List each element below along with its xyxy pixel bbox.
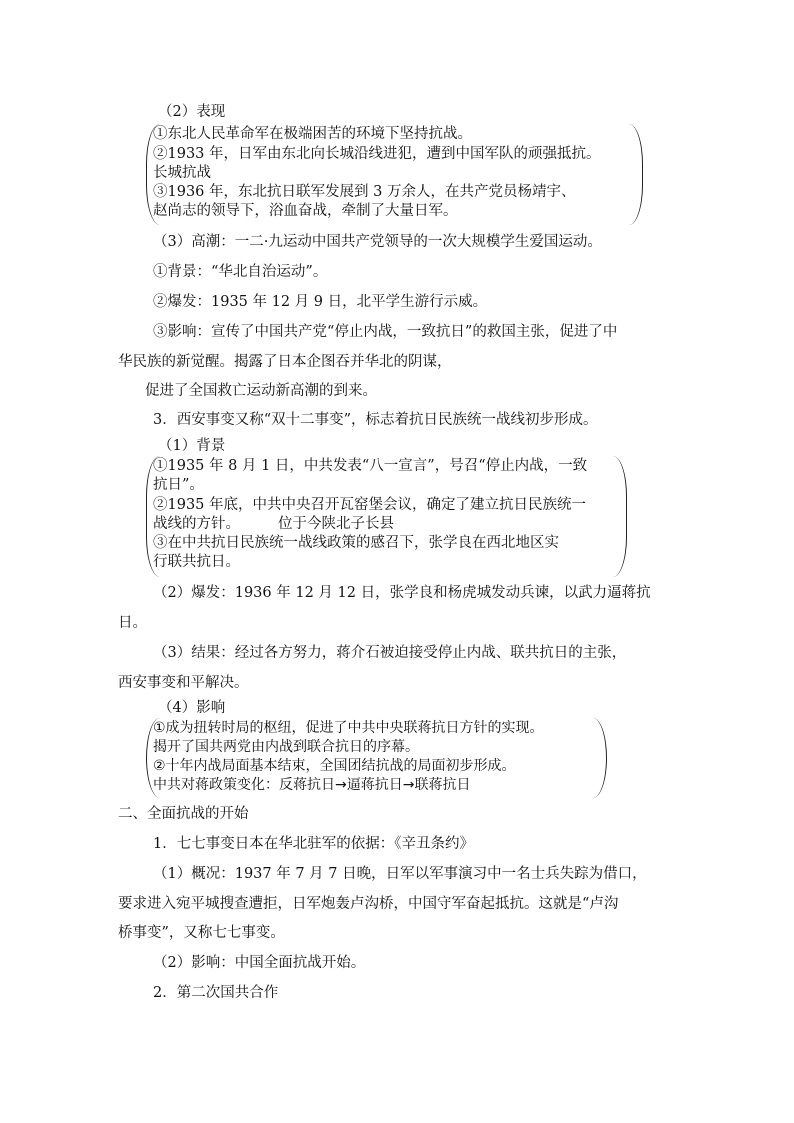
paragraph-line: （3）结果：经过各方努力，蒋介石被迫接受停止内战、联共抗日的主张，: [153, 645, 627, 661]
list-item: 行联共抗日。: [153, 554, 240, 570]
section-title-full-war: 二、全面抗战的开始: [118, 806, 249, 822]
section-heading-xian-incident: 3．西安事变又称“双十二事变”，标志着抗日民族统一战线初步形成。: [153, 412, 598, 428]
list-item: 中共对蒋政策变化：反蒋抗日→逼蒋抗日→联蒋抗日: [153, 777, 471, 793]
paragraph-line: （1）概况：1937 年 7 月 7 日晚，日军以军事演习中一名士兵失踪为借口，: [153, 866, 647, 882]
list-item: 长城抗战: [153, 165, 211, 181]
paragraph-line: 1．七七事变日本在华北驻军的依据：《辛丑条约》: [153, 836, 474, 852]
paragraph-line: 西安事变和平解决。: [118, 675, 249, 691]
paragraph-line: ②爆发：1935 年 12 月 9 日，北平学生游行示威。: [153, 294, 488, 310]
section-heading-climax: （3）高潮：一二·九运动中国共产党领导的一次大规模学生爱国运动。: [153, 234, 602, 250]
paragraph-line: 促进了全国救亡运动新高潮的到来。: [145, 383, 377, 399]
paragraph-line: （2）影响：中国全面抗战开始。: [153, 955, 366, 971]
annotation-note: 位于今陕北子长县: [278, 516, 394, 532]
list-item: 战线的方针。: [153, 516, 240, 532]
list-item: ③1936 年，东北抗日联军发展到 3 万余人，在共产党员杨靖宇、: [153, 184, 576, 200]
subsection-heading-background: （1）背景: [158, 438, 226, 454]
list-item: 赵尚志的领导下，浴血奋战，牵制了大量日军。: [153, 203, 458, 219]
list-item: ②1933 年，日军由东北向长城沿线进犯，遭到中国军队的顽强抵抗。: [153, 146, 601, 162]
list-item: ②十年内战局面基本结束，全国团结抗战的局面初步形成。: [153, 758, 516, 774]
paragraph-line: 2．第二次国共合作: [153, 985, 279, 1001]
paragraph-line: ③影响：宣传了中国共产党“停止内战，一致抗日”的救国主张，促进了中: [153, 324, 618, 340]
list-item: ①成为扭转时局的枢纽，促进了中共中央联蒋抗日方针的实现。: [153, 720, 544, 736]
list-item: 抗日”。: [153, 477, 204, 493]
paragraph-line: 要求进入宛平城搜查遭拒，日军炮轰卢沟桥，中国守军奋起抵抗。这就是“卢沟: [118, 896, 619, 912]
list-item: ③在中共抗日民族统一战线政策的感召下，张学良在西北地区实: [153, 535, 559, 551]
list-item: ②1935 年底，中共中央召开瓦窑堡会议，确定了建立抗日民族统一: [153, 497, 587, 513]
subsection-heading-impact: （4）影响: [158, 700, 226, 716]
section-heading-performance: （2）表现: [158, 104, 226, 120]
paragraph-line: 华民族的新觉醒。揭露了日本企图吞并华北的阴谋，: [118, 354, 452, 370]
paragraph-line: （2）爆发：1936 年 12 月 12 日，张学良和杨虎城发动兵谏，以武力逼蒋抗: [153, 585, 651, 601]
paragraph-line: 桥事变”，又称七七事变。: [118, 925, 285, 941]
paragraph-line: 日。: [118, 615, 147, 631]
list-item: ①1935 年 8 月 1 日，中共发表“八一宣言”，号召“停止内战，一致: [153, 458, 588, 474]
paragraph-line: ①背景：“华北自治运动”。: [153, 264, 328, 280]
list-item: 揭开了国共两党由内战到联合抗日的序幕。: [153, 739, 419, 755]
list-item: ①东北人民革命军在极端困苦的环境下坚持抗战。: [153, 126, 472, 142]
